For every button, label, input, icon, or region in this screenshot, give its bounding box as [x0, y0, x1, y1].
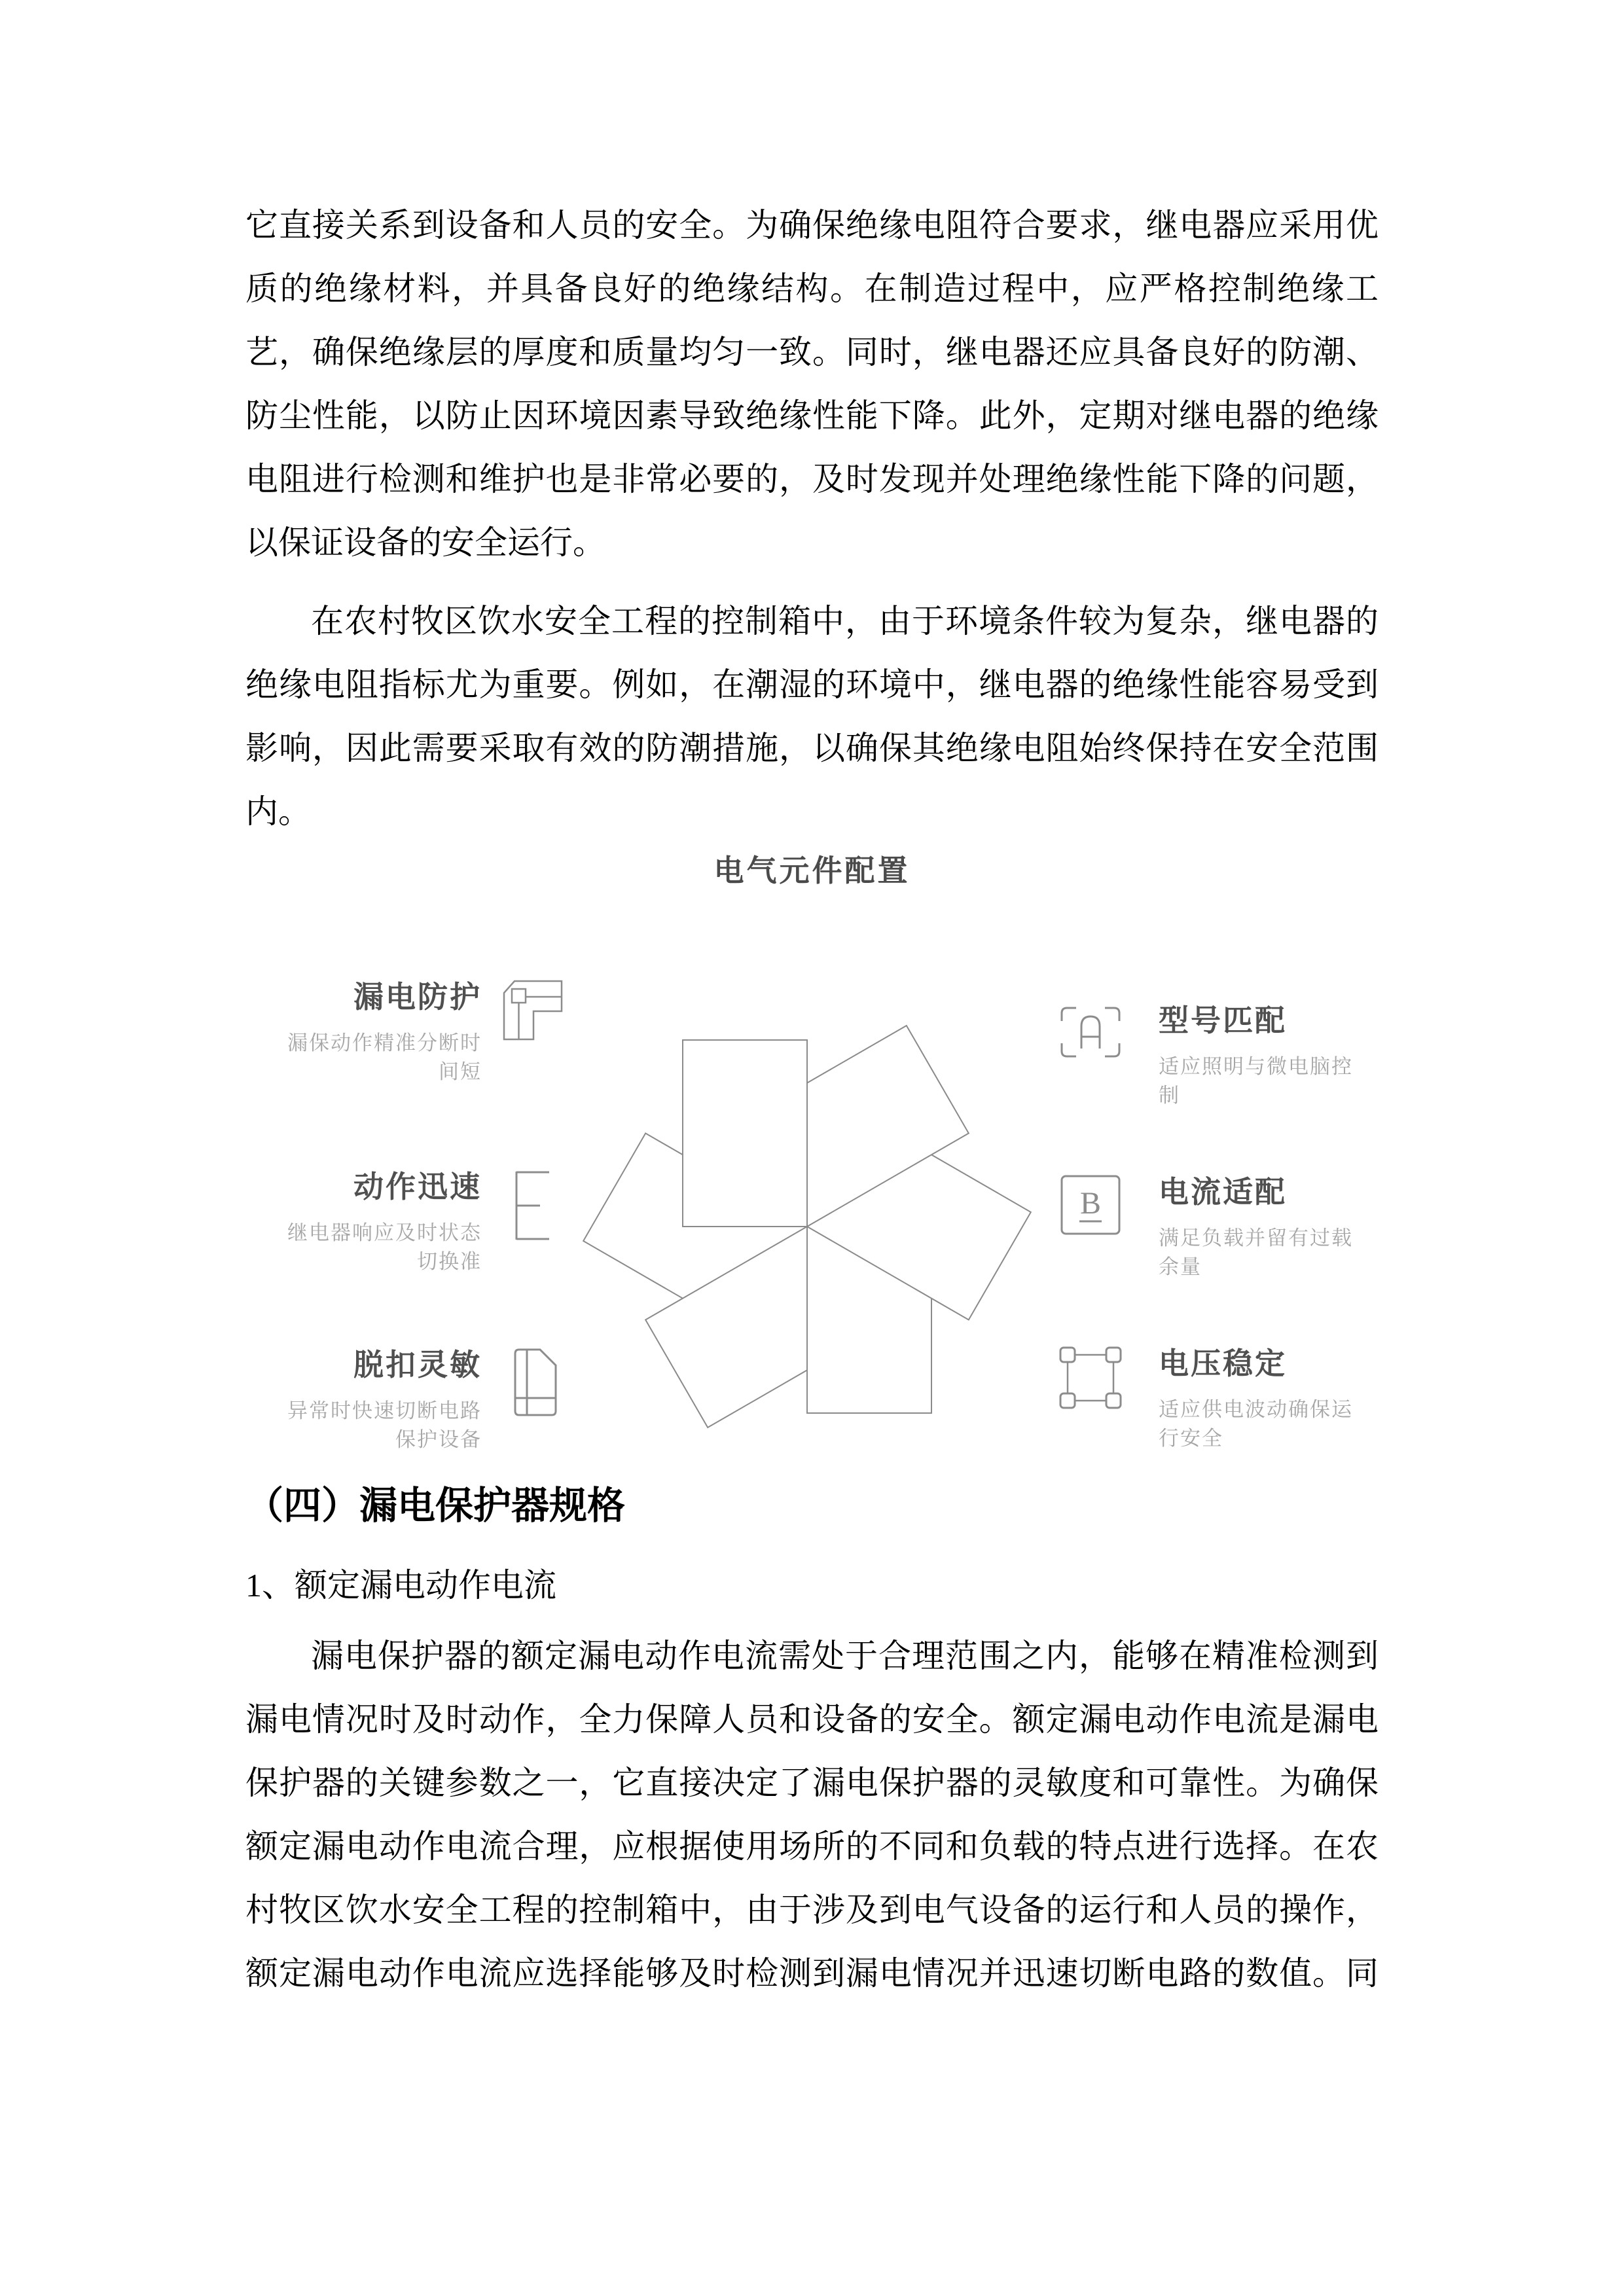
diagram-item-voltage-stable	[1056, 1346, 1462, 1453]
text-line: 电阻进行检测和维护也是非常必要的，及时发现并处理绝缘性能下降的问题，	[245, 461, 1379, 497]
diagram-item-title: 漏电防护	[353, 980, 482, 1014]
section-heading: （四）漏电保护器规格	[245, 1484, 626, 1527]
diagram-item-current-adapt	[1056, 1174, 1462, 1282]
text-line: 绝缘电阻指标尤为重要。例如，在潮湿的环境中，继电器的绝缘性能容易受到	[245, 666, 1379, 703]
text-line: 艺，确保绝缘层的厚度和质量均匀一致。同时，继电器还应具备良好的防潮、	[245, 334, 1379, 370]
icon-letter-b: B	[1079, 1186, 1102, 1221]
box-letter-b-icon	[1056, 1174, 1125, 1236]
text-line: 防尘性能，以防止因环境因素导致绝缘性能下降。此外，定期对继电器的绝缘	[245, 397, 1379, 434]
text-line: 漏电情况时及时动作，全力保障人员和设备的安全。额定漏电动作电流是漏电	[245, 1701, 1379, 1738]
diagram-item-leakage-protection	[209, 979, 567, 1086]
sub-heading: 1、额定漏电动作电流	[245, 1567, 556, 1604]
text-line: 保护器的关键参数之一，它直接决定了漏电保护器的灵敏度和可靠性。为确保	[245, 1765, 1379, 1801]
diagram-item-title: 脱扣灵敏	[353, 1348, 482, 1382]
pinwheel-graphic	[578, 997, 1036, 1456]
diagram-item-desc: 漏保动作精准分断时间短	[287, 1031, 482, 1083]
diagram-item-title: 动作迅速	[353, 1170, 482, 1204]
text-line: 额定漏电动作电流合理，应根据使用场所的不同和负载的特点进行选择。在农	[245, 1828, 1379, 1865]
diagram-item-desc: 适应照明与微电脑控制	[1159, 1055, 1353, 1107]
diagram-item-desc: 适应供电波动确保运行安全	[1159, 1398, 1353, 1450]
folded-card-icon	[499, 1347, 567, 1418]
diagram-title: 电气元件配置	[713, 853, 911, 888]
text-line: 额定漏电动作电流应选择能够及时检测到漏电情况并迅速切断电路的数值。同	[245, 1955, 1379, 1992]
corner-nodes-icon	[1056, 1346, 1125, 1410]
paragraph-rural-control-box	[245, 590, 1379, 844]
diagram-item-model-match	[1056, 1003, 1462, 1110]
diagram-item-title: 电压稳定	[1159, 1347, 1287, 1380]
diagram-item-fast-action	[209, 1169, 567, 1276]
diagram-item-desc: 满足负载并留有过载余量	[1159, 1227, 1353, 1278]
diagram-item-title: 型号匹配	[1159, 1004, 1287, 1037]
e-bracket-icon	[499, 1169, 567, 1242]
diagram-item-desc: 异常时快速切断电路保护设备	[287, 1399, 482, 1451]
frame-letter-a-icon	[1056, 1003, 1125, 1059]
text-line: 以保证设备的安全运行。	[245, 524, 605, 561]
text-line: 它直接关系到设备和人员的安全。为确保绝缘电阻符合要求，继电器应采用优	[245, 207, 1379, 243]
diagram-item-sensitive-trip	[209, 1347, 567, 1454]
text-line: 漏电保护器的额定漏电动作电流需处于合理范围之内，能够在精准检测到	[311, 1638, 1379, 1674]
diagram-item-title: 电流适配	[1159, 1175, 1287, 1209]
text-line: 影响，因此需要采取有效的防潮措施，以确保其绝缘电阻始终保持在安全范围	[245, 730, 1379, 766]
elbow-pipe-icon	[499, 979, 567, 1041]
paragraph-insulation-resistance	[245, 194, 1379, 575]
text-line: 在农村牧区饮水安全工程的控制箱中，由于环境条件较为复杂，继电器的	[311, 603, 1379, 639]
text-line: 村牧区饮水安全工程的控制箱中，由于涉及到电气设备的运行和人员的操作，	[245, 1892, 1379, 1928]
paragraph-rated-leakage-current	[245, 1624, 1379, 2005]
text-line: 内。	[245, 793, 311, 830]
diagram-item-desc: 继电器响应及时状态切换准	[287, 1221, 482, 1273]
text-line: 质的绝缘材料，并具备良好的绝缘结构。在制造过程中，应严格控制绝缘工	[245, 270, 1379, 307]
